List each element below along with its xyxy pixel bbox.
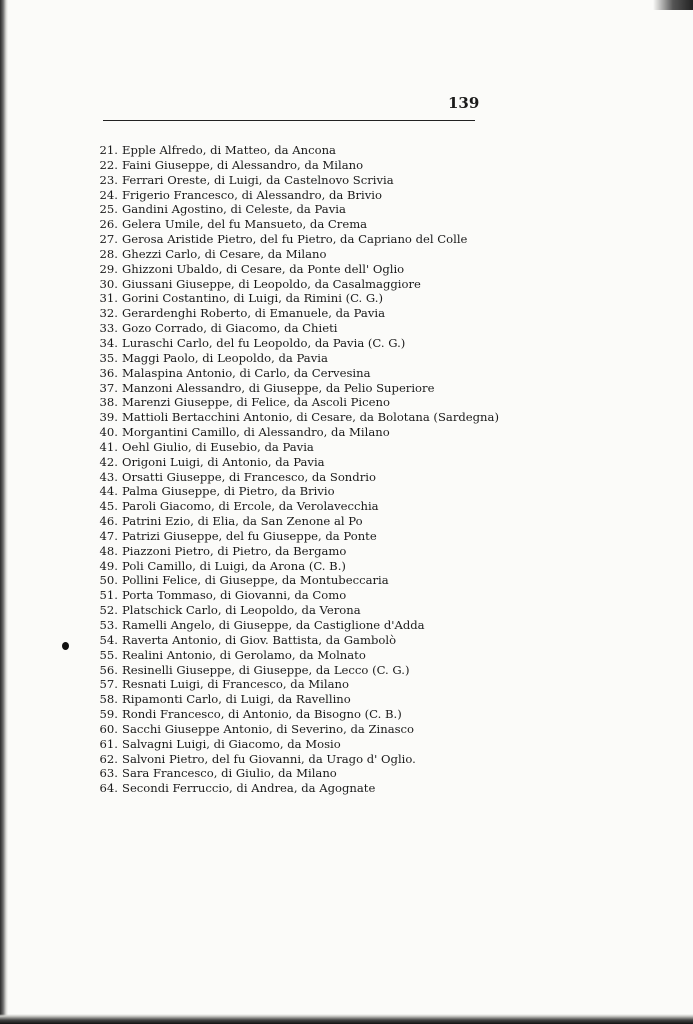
list-item (88, 514, 499, 529)
list-item (88, 158, 499, 173)
entry-text: Resnati Luigi, di Francesco, da Milano (122, 677, 349, 692)
entry-number: 48. (99, 543, 118, 558)
list-item (88, 752, 499, 767)
list-item (88, 366, 499, 381)
entry-text: Raverta Antonio, di Giov. Battista, da Gambolò (122, 632, 397, 647)
entry-number: 41. (99, 439, 118, 454)
entry-number: 54. (99, 632, 118, 647)
list-item (88, 143, 499, 158)
entry-text: Malaspina Antonio, di Carlo, da Cervesina (122, 365, 371, 380)
entry-number: 46. (99, 514, 118, 529)
entry-number: 39. (99, 410, 118, 425)
entry-number: 56. (99, 662, 118, 677)
list-item (88, 588, 499, 603)
entry-text: Gorini Costantino, di Luigi, da Rimini (C. G.) (122, 291, 383, 306)
page-number: 139 (448, 94, 480, 112)
entry-number: 32. (99, 306, 118, 321)
entry-number: 26. (99, 217, 118, 232)
list-item (88, 277, 499, 292)
entry-number: 36. (99, 365, 118, 380)
entry-number: 31. (99, 291, 118, 306)
entry-text: Gozo Corrado, di Giacomo, da Chieti (122, 321, 338, 336)
list-item (88, 618, 499, 633)
entry-text: Orsatti Giuseppe, di Francesco, da Sondrio (122, 469, 376, 484)
entry-text: Epple Alfredo, di Matteo, da Ancona (122, 143, 336, 157)
list-item (88, 395, 499, 410)
list-item (88, 217, 499, 232)
entry-number: 57. (99, 677, 118, 692)
entry-number: 35. (99, 350, 118, 365)
entry-number: 29. (99, 261, 118, 276)
entry-number: 28. (99, 246, 118, 261)
list-item (88, 781, 499, 796)
entry-text: Ferrari Oreste, di Luigi, da Castelnovo Scrivia (122, 172, 394, 187)
list-item (88, 692, 499, 707)
list-item (88, 455, 499, 470)
list-item (88, 173, 499, 188)
entry-text: Piazzoni Pietro, di Pietro, da Bergamo (122, 543, 347, 558)
entry-number: 45. (99, 499, 118, 514)
list-item (88, 766, 499, 781)
entry-number: 25. (99, 202, 118, 217)
entry-text: Salvagni Luigi, di Giacomo, da Mosio (122, 736, 341, 751)
list-item (88, 559, 499, 574)
entry-text: Rondi Francesco, di Antonio, da Bisogno (C. B.) (122, 707, 402, 722)
entry-number: 24. (99, 187, 118, 202)
entry-text: Palma Giuseppe, di Pietro, da Brivio (122, 484, 335, 499)
list-item (88, 484, 499, 499)
list-item (88, 351, 499, 366)
entry-text: Resinelli Giuseppe, di Giuseppe, da Lecco (C. G.) (122, 662, 410, 677)
entry-text: Ramelli Angelo, di Giuseppe, da Castiglione d'Adda (122, 618, 425, 632)
list-item (88, 648, 499, 663)
entry-number: 47. (99, 528, 118, 543)
entry-number: 53. (99, 618, 118, 632)
list-item (88, 722, 499, 737)
entry-text: Poli Camillo, di Luigi, da Arona (C. B.) (122, 558, 346, 573)
list-item (88, 603, 499, 618)
list-item (88, 232, 499, 247)
entry-number: 33. (99, 321, 118, 336)
list-item (88, 440, 499, 455)
entry-number: 55. (99, 647, 118, 662)
entry-text: Ripamonti Carlo, di Luigi, da Ravellino (122, 692, 351, 707)
header-rule (103, 120, 475, 121)
entry-text: Marenzi Giuseppe, di Felice, da Ascoli Piceno (122, 395, 390, 410)
scan-top-right-smudge (653, 0, 693, 10)
entry-text: Luraschi Carlo, del fu Leopoldo, da Pavia (C. G.) (122, 335, 406, 350)
entry-number: 52. (99, 603, 118, 618)
entry-text: Patrizi Giuseppe, del fu Giuseppe, da Ponte (122, 528, 377, 543)
entry-number: 43. (99, 469, 118, 484)
list-item (88, 321, 499, 336)
margin-dot (62, 642, 69, 650)
entry-text: Sara Francesco, di Giulio, da Milano (122, 766, 337, 781)
entry-number: 42. (99, 454, 118, 469)
entry-number: 34. (99, 335, 118, 350)
entry-number: 30. (99, 276, 118, 291)
list-item (88, 470, 499, 485)
entry-number: 63. (99, 766, 118, 781)
entry-number: 59. (99, 707, 118, 722)
scan-bottom-edge (0, 1014, 693, 1024)
entry-text: Manzoni Alessandro, di Giuseppe, da Pelio Superiore (122, 380, 435, 395)
list-item (88, 663, 499, 678)
list-item (88, 573, 499, 588)
entry-text: Origoni Luigi, di Antonio, da Pavia (122, 454, 325, 469)
entry-text: Platschick Carlo, di Leopoldo, da Verona (122, 603, 361, 618)
entry-number: 38. (99, 395, 118, 410)
entry-number: 51. (99, 588, 118, 603)
entry-text: Gerosa Aristide Pietro, del fu Pietro, da Capriano del Colle (122, 232, 468, 247)
entry-text: Gerardenghi Roberto, di Emanuele, da Pavia (122, 306, 385, 321)
entry-text: Paroli Giacomo, di Ercole, da Verolavecchia (122, 499, 379, 514)
entry-text: Pollini Felice, di Giuseppe, da Montubeccaria (122, 573, 389, 588)
entry-text: Patrini Ezio, di Elia, da San Zenone al Po (122, 514, 363, 529)
list-item (88, 336, 499, 351)
list-item (88, 306, 499, 321)
list-item (88, 707, 499, 722)
entry-text: Ghezzi Carlo, di Cesare, da Milano (122, 246, 327, 261)
entry-number: 37. (99, 380, 118, 395)
entry-text: Secondi Ferruccio, di Andrea, da Agognate (122, 781, 376, 796)
entry-number: 61. (99, 736, 118, 751)
entry-number: 64. (99, 781, 118, 796)
list-item (88, 188, 499, 203)
list-item (88, 291, 499, 306)
list-item (88, 677, 499, 692)
entry-number: 62. (99, 751, 118, 766)
entry-text: Sacchi Giuseppe Antonio, di Severino, da Zinasco (122, 721, 415, 736)
entry-list (88, 143, 499, 796)
list-item (88, 262, 499, 277)
scan-left-edge (0, 0, 8, 1024)
entry-number: 23. (99, 172, 118, 187)
entry-text: Faini Giuseppe, di Alessandro, da Milano (122, 157, 364, 172)
list-item (88, 247, 499, 262)
entry-number: 58. (99, 692, 118, 707)
entry-text: Maggi Paolo, di Leopoldo, da Pavia (122, 350, 328, 365)
entry-number: 40. (99, 425, 118, 440)
list-item (88, 410, 499, 425)
list-item (88, 633, 499, 648)
list-item (88, 544, 499, 559)
entry-text: Morgantini Camillo, di Alessandro, da Milano (122, 425, 390, 440)
list-item (88, 499, 499, 514)
entry-text: Porta Tommaso, di Giovanni, da Como (122, 588, 347, 603)
entry-text: Salvoni Pietro, del fu Giovanni, da Urago d' Oglio. (122, 751, 416, 766)
entry-text: Giussani Giuseppe, di Leopoldo, da Casalmaggiore (122, 276, 421, 291)
entry-text: Gandini Agostino, di Celeste, da Pavia (122, 202, 346, 217)
entry-number: 44. (99, 484, 118, 499)
entry-number: 22. (99, 157, 118, 172)
entry-number: 50. (99, 573, 118, 588)
entry-text: Oehl Giulio, di Eusebio, da Pavia (122, 439, 314, 454)
entry-text: Realini Antonio, di Gerolamo, da Molnato (122, 647, 366, 662)
entry-number: 49. (99, 558, 118, 573)
entry-text: Frigerio Francesco, di Alessandro, da Brivio (122, 187, 382, 202)
entry-number: 60. (99, 721, 118, 736)
list-item (88, 737, 499, 752)
entry-number: 21. (99, 143, 118, 157)
entry-number: 27. (99, 232, 118, 247)
list-item (88, 381, 499, 396)
list-item (88, 529, 499, 544)
list-item (88, 202, 499, 217)
entry-text: Gelera Umile, del fu Mansueto, da Crema (122, 217, 368, 232)
entry-text: Ghizzoni Ubaldo, di Cesare, da Ponte dell' Oglio (122, 261, 405, 276)
entry-text: Mattioli Bertacchini Antonio, di Cesare, da Bolotana (Sardegna) (122, 410, 499, 425)
list-item (88, 425, 499, 440)
